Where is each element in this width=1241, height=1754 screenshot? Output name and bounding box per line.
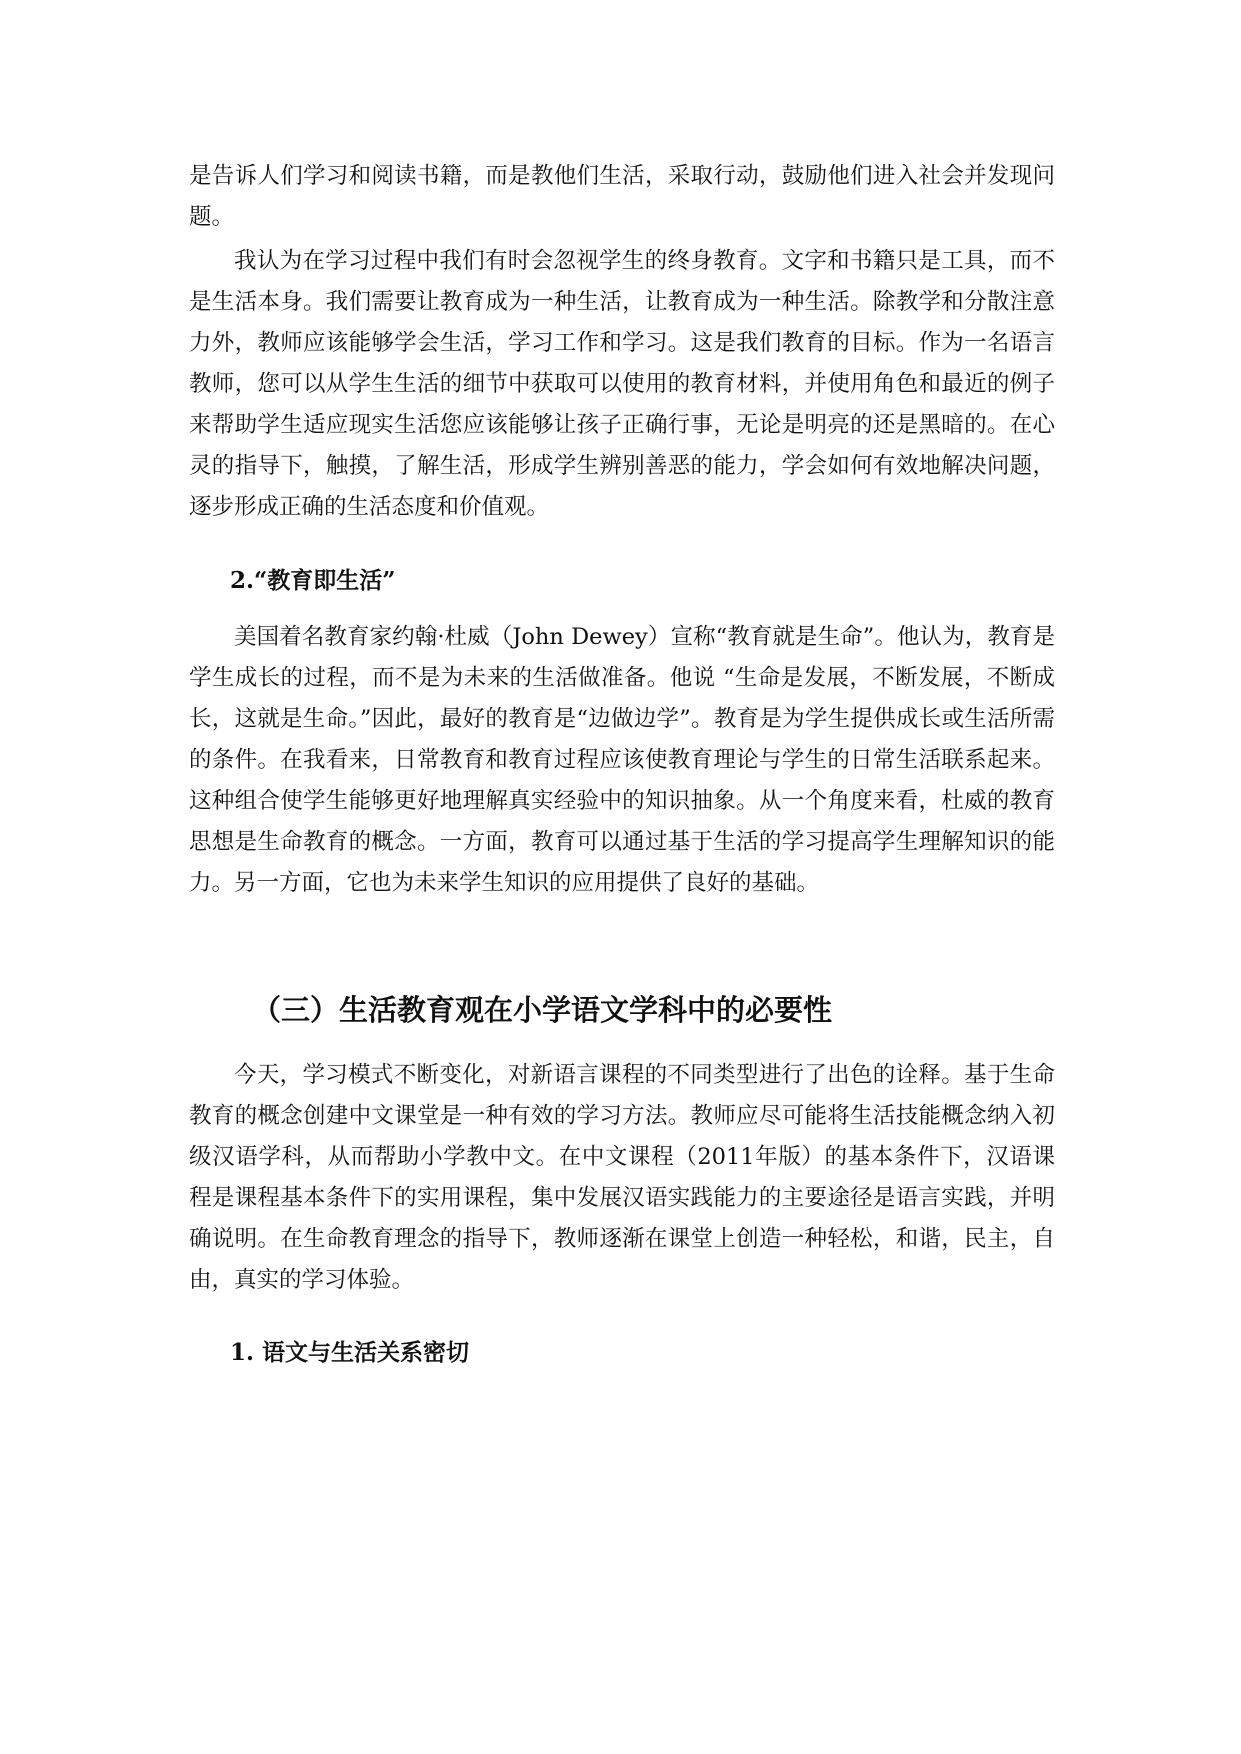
paragraph-dewey: 美国着名教育家约翰·杜威（John Dewey）宣称“教育就是生命”。他认为，教育是学生成长的过程，而不是为未来的生活做准备。他说 “生命是发展，不断发展，不断成长，这就是生命。”因此，最好的教育是“边做边学”。教育是为学生提供成长或生活所需的条件。在我看来，日常教育和教育过程应该使教育理论与学生的日常生活联系起来。这种组合使学生能够更好地理解真实经验中的知识抽象。从一个角度来看，杜威的教育思想是生命教育的概念。一方面，教育可以通过基于生活的学习提高学生理解知识的能力。另一方面，它也为未来学生知识的应用提供了良好的基础。 xyxy=(189,624,1055,896)
section-heading: （三）生活教育观在小学语文学科中的必要性 xyxy=(252,993,833,1027)
paragraph-continuation: 是告诉人们学习和阅读书籍，而是教他们生活，采取行动，鼓励他们进入社会并发现问题。 xyxy=(189,163,1055,230)
paragraph-necessity: 今天，学习模式不断变化，对新语言课程的不同类型进行了出色的诠释。基于生命教育的概念创建中文课堂是一种有效的学习方法。教师应尽可能将生活技能概念纳入初级汉语学科，从而帮助小学教中文。在中文课程（2011年版）的基本条件下，汉语课程是课程基本条件下的实用课程，集中发展汉语实践能力的主要途径是语言实践，并明确说明。在生命教育理念的指导下，教师逐渐在课堂上创造一种轻松，和谐，民主，自由，真实的学习体验。 xyxy=(189,1062,1055,1293)
subheading-education-is-life: 2.“教育即生活” xyxy=(230,567,396,594)
subheading-language-and-life: 1. 语文与生活关系密切 xyxy=(230,1339,470,1366)
paragraph-lifelong-education: 我认为在学习过程中我们有时会忽视学生的终身教育。文字和书籍只是工具，而不是生活本身。我们需要让教育成为一种生活，让教育成为一种生活。除教学和分散注意力外，教师应该能够学会生活，学习工作和学习。这是我们教育的目标。作为一名语言教师，您可以从学生生活的细节中获取可以使用的教育材料，并使用角色和最近的例子来帮助学生适应现实生活您应该能够让孩子正确行事，无论是明亮的还是黑暗的。在心灵的指导下，触摸，了解生活，形成学生辨别善恶的能力，学会如何有效地解决问题，逐步形成正确的生活态度和价值观。 xyxy=(189,248,1055,520)
